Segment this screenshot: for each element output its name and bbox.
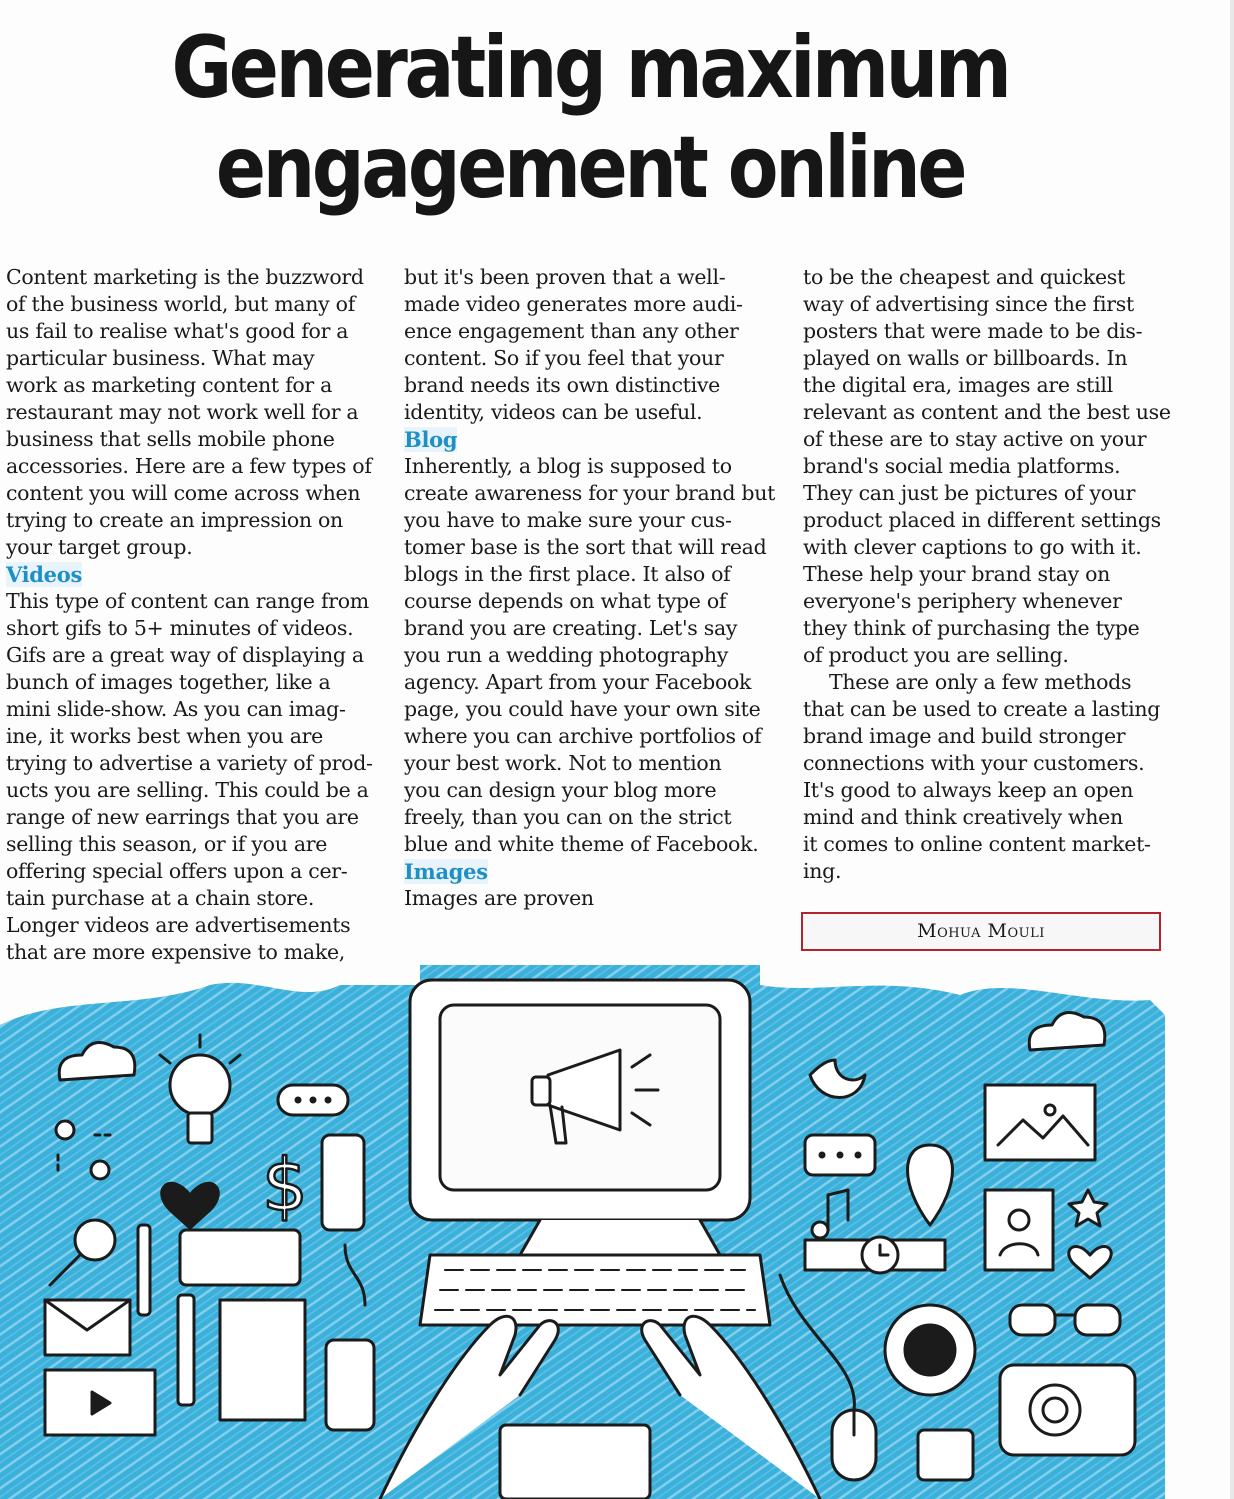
text-line: trying to create an impression on bbox=[6, 508, 343, 532]
text-line: This type of content can range from bbox=[6, 589, 369, 613]
text-line: Images are proven bbox=[404, 886, 594, 910]
text-line: brand image and build stronger bbox=[803, 724, 1126, 748]
text-line: that are more expensive to make, bbox=[6, 940, 346, 964]
text-line: work as marketing content for a bbox=[6, 373, 333, 397]
images-continued-paragraph bbox=[803, 264, 1173, 669]
text-line: selling this season, or if you are bbox=[6, 832, 328, 856]
text-line: Gifs are a great way of displaying a bbox=[6, 643, 364, 667]
digital-marketing-illustration bbox=[0, 955, 1234, 1499]
text-line: brand's social media platforms. bbox=[803, 454, 1121, 478]
text-line: content you will come across when bbox=[6, 481, 361, 505]
tablet-icon bbox=[326, 1340, 374, 1430]
text-line: your target group. bbox=[6, 535, 193, 559]
text-line: mind and think creatively when bbox=[803, 805, 1123, 829]
article-column-3 bbox=[803, 264, 1173, 885]
pencil-icon bbox=[178, 1295, 194, 1405]
text-line: particular business. What may bbox=[6, 346, 315, 370]
text-line: page, you could have your own site bbox=[404, 697, 761, 721]
envelope-icon bbox=[45, 1300, 130, 1355]
text-line: range of new earrings that you are bbox=[6, 805, 359, 829]
text-line: they think of purchasing the type bbox=[803, 616, 1140, 640]
chat-bubble-icon bbox=[805, 1135, 875, 1175]
text-line: way of advertising since the first bbox=[803, 292, 1134, 316]
dollar-icon: $ bbox=[262, 1143, 308, 1227]
author-byline: Mohua Mouli bbox=[801, 912, 1161, 951]
text-line: Longer videos are advertisements bbox=[6, 913, 351, 937]
text-line: restaurant may not work well for a bbox=[6, 400, 359, 424]
text-line: course depends on what type of bbox=[404, 589, 727, 613]
images-paragraph bbox=[404, 885, 774, 912]
headline-line-1: Generating maximum bbox=[171, 18, 1009, 118]
text-line: product placed in different settings bbox=[803, 508, 1161, 532]
notepad-icon bbox=[220, 1300, 305, 1420]
contact-card-icon bbox=[985, 1190, 1053, 1270]
text-line: short gifs to 5+ minutes of videos. bbox=[6, 616, 354, 640]
article-headline bbox=[83, 18, 1098, 218]
videos-paragraph bbox=[6, 588, 376, 966]
text-line: where you can archive portfolios of bbox=[404, 724, 762, 748]
text-line: blue and white theme of Facebook. bbox=[404, 832, 759, 856]
text-line: blogs in the first place. It also of bbox=[404, 562, 731, 586]
text-line: business that sells mobile phone bbox=[6, 427, 335, 451]
text-line: ence engagement than any other bbox=[404, 319, 739, 343]
text-line: with clever captions to go with it. bbox=[803, 535, 1142, 559]
article-column-1 bbox=[6, 264, 376, 966]
text-line: identity, videos can be useful. bbox=[404, 400, 703, 424]
text-line: ine, it works best when you are bbox=[6, 724, 324, 748]
text-line: you have to make sure your cus- bbox=[404, 508, 732, 532]
text-line: connections with your customers. bbox=[803, 751, 1145, 775]
text-line: They can just be pictures of your bbox=[803, 481, 1136, 505]
text-line: tain purchase at a chain store. bbox=[6, 886, 315, 910]
videos-continued-paragraph bbox=[404, 264, 774, 426]
text-line: your best work. Not to mention bbox=[404, 751, 722, 775]
mobile-phone-icon bbox=[322, 1135, 364, 1230]
pen-icon bbox=[138, 1225, 150, 1315]
text-line: relevant as content and the best use bbox=[803, 400, 1171, 424]
text-line: offering special offers upon a cer- bbox=[6, 859, 348, 883]
notes-icon bbox=[180, 1230, 300, 1285]
text-line: it comes to online content market- bbox=[803, 832, 1151, 856]
text-line: ing. bbox=[803, 859, 842, 883]
clock-icon bbox=[805, 1237, 945, 1273]
article-column-2 bbox=[404, 264, 774, 912]
text-line: agency. Apart from your Facebook bbox=[404, 670, 752, 694]
subheading-videos bbox=[6, 561, 376, 588]
subheading-videos-label: Videos bbox=[6, 562, 82, 587]
text-line: played on walls or billboards. In bbox=[803, 346, 1128, 370]
text-line: of the business world, but many of bbox=[6, 292, 356, 316]
text-line: These are only a few methods bbox=[829, 670, 1132, 694]
text-line: the digital era, images are still bbox=[803, 373, 1113, 397]
text-line: Inherently, a blog is supposed to bbox=[404, 454, 732, 478]
closing-paragraph bbox=[803, 669, 1173, 885]
clipboard-icon bbox=[500, 1425, 650, 1499]
subheading-images-label: Images bbox=[404, 859, 488, 884]
text-line: bunch of images together, like a bbox=[6, 670, 331, 694]
text-line: mini slide-show. As you can imag- bbox=[6, 697, 346, 721]
text-line: that can be used to create a lasting bbox=[803, 697, 1161, 721]
text-line: It's good to always keep an open bbox=[803, 778, 1134, 802]
text-line: of these are to stay active on your bbox=[803, 427, 1147, 451]
text-line: posters that were made to be dis- bbox=[803, 319, 1143, 343]
camera-icon bbox=[1000, 1365, 1135, 1455]
headline-line-2: engagement online bbox=[215, 118, 965, 218]
text-line: brand you are creating. Let's say bbox=[404, 616, 738, 640]
text-line: tomer base is the sort that will read bbox=[404, 535, 767, 559]
text-line: content. So if you feel that your bbox=[404, 346, 724, 370]
text-line: but it's been proven that a well- bbox=[404, 265, 726, 289]
text-line: you run a wedding photography bbox=[404, 643, 729, 667]
intro-paragraph bbox=[6, 264, 376, 561]
text-line: made video generates more audi- bbox=[404, 292, 743, 316]
subheading-blog bbox=[404, 426, 774, 453]
text-line: ucts you are selling. This could be a bbox=[6, 778, 369, 802]
text-line: brand needs its own distinctive bbox=[404, 373, 720, 397]
text-line: accessories. Here are a few types of bbox=[6, 454, 372, 478]
coffee-cup-icon bbox=[885, 1305, 975, 1395]
text-line: These help your brand stay on bbox=[803, 562, 1111, 586]
picture-frame-icon bbox=[985, 1085, 1095, 1160]
text-line: Content marketing is the buzzword bbox=[6, 265, 364, 289]
text-line: trying to advertise a variety of prod- bbox=[6, 751, 373, 775]
subheading-images bbox=[404, 858, 774, 885]
speech-bubble-icon bbox=[278, 1085, 348, 1115]
text-line: to be the cheapest and quickest bbox=[803, 265, 1125, 289]
video-player-icon bbox=[45, 1370, 155, 1435]
text-line: create awareness for your brand but bbox=[404, 481, 776, 505]
blog-paragraph bbox=[404, 453, 774, 858]
text-line: everyone's periphery whenever bbox=[803, 589, 1122, 613]
keyboard-icon bbox=[420, 1255, 770, 1325]
text-line: of product you are selling. bbox=[803, 643, 1069, 667]
smartwatch-icon bbox=[918, 1430, 973, 1480]
subheading-blog-label: Blog bbox=[404, 427, 458, 452]
text-line: you can design your blog more bbox=[404, 778, 717, 802]
text-line: us fail to realise what's good for a bbox=[6, 319, 349, 343]
text-line: freely, than you can on the strict bbox=[404, 805, 732, 829]
